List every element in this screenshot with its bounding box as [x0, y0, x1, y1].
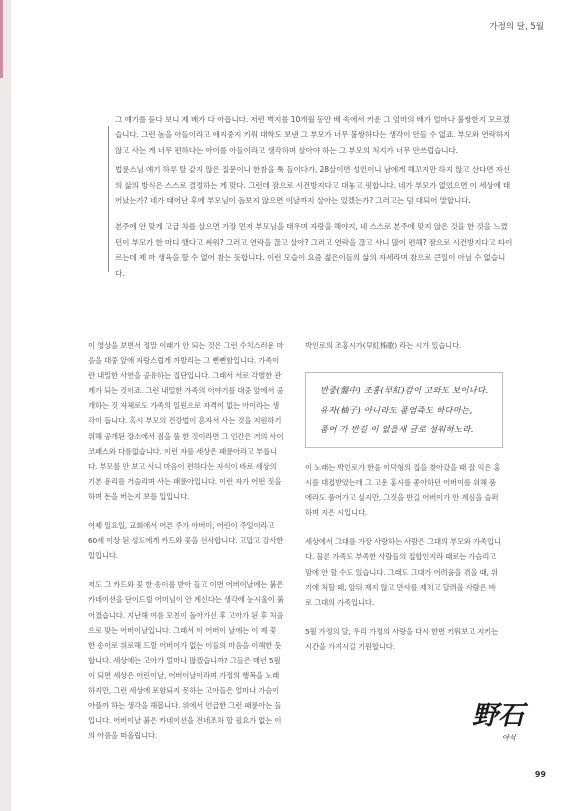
left-column — [88, 338, 284, 757]
signature-hanja: 野石 — [472, 701, 525, 731]
signature-hangul: 야석 — [502, 734, 516, 742]
page-number: 99 — [534, 770, 546, 779]
intro-paragraph-1: 그 얘기를 듣다 보니 제 배가 다 아픕니다. 저런 벽지를 10개월 동안 배 속에서 키운 그 엄마의 배가 얼마나 불쌍한지 모르겠습니다. 그런 놈을 아들이라고 애지중지 키워 대학도 보낸 그 부모가 너무 불쌍하다는 생각이 안들 수 없죠. 부모와 연락하지 않고 사는 게 너무 편하다는 아이를 아들이라고 생각하며 살아야 하는 그 부모의 처지가 너무 안쓰럽습니다. — [115, 115, 511, 155]
intro-paragraph-2: 법륜스님 얘기 하루 탈 같지 않은 질문이니 한참을 툭 들이다가, 28살이면 성인이니 남에게 해꼬지만 하지 않고 산다면 자신의 삶의 방식은 스스로 결정하는 게 맞다. 그런데 잠으로 시건방지다고 대놓고 핏합니다. 네가 부모가 없었으면 이 세상에 태어났는가? 네가 태어난 후에 부모님이 돌보지 않으면 이날까지 살아는 있겠는가? 그러고는 덤 대되어 말합니다. — [115, 165, 511, 206]
intro-vertical-rule — [108, 126, 109, 272]
poem-text — [320, 381, 492, 440]
right-paragraph-1: 박인로의 조홍시가(早紅柹歌) 라는 시가 있습니다. — [305, 341, 462, 350]
page-edge-strip — [0, 0, 11, 811]
right-column-bottom — [305, 460, 501, 668]
left-paragraph-1: 이 영상을 보면서 정말 이래가 안 되는 것은 그런 수치스러운 마음을 대중 앞에 자랑스럽게 까발리는 그 뻔뻔함입니다. 가족이란 내밀한 사연을 공유하는 집단입니다. 그래서 서로 각별한 관계가 되는 것이죠. 그런 내밀한 가족의 이야기를 대중 앞에서 공개하는 것 자체로도 가족의 일원으로 자격이 없는 아이라는 생각이 듭니다. 혹시 부모의 건강법이 혼자서 사는 것을 지원하기 위해 공개된 장소에서 짐을 풀 한 것이라면 그 인간은 거의 사이코패스와 다름없습니다. 이런 자를 세상은 패륜아라고 부릅니다. 부모를 안 보고 사니 마음이 편하다는 자식이 바로 세상의 기본 윤리를 거슬리며 사는 패륜아입니다. 이런 자가 어떤 짓을 하며 돈을 버는지 보를 입입니다. — [88, 341, 284, 501]
author-signature — [470, 696, 530, 744]
intro-paragraph-3: 본주에 안 맞게 고급 차를 살으면 가장 먼저 부모님을 태우며 자랑을 해야지, 네 스스로 본주에 맞지 않은 것을 한 것을 느꼈던이 부모가 한 마디 했다고 싸워? 그러고 연락을 끊고 살아? 그러고 연락을 끊고 사니 많이 편해? 잠으로 시건방지다고 타이르는데 제 마 생육을 할 수 없어 참는 듯합니다. 이런 모습이 요즘 젊은이들의 삶의 자세라며 참으로 큰일이 아닐 수 없습니다. — [115, 222, 513, 278]
right-paragraph-4: 5월 가정의 달, 우리 가정의 사랑을 다시 한번 키워보고 지키는 시간을 가지시길 기원합니다. — [305, 626, 499, 651]
right-paragraph-2: 이 노래는 박인로가 한음 이덕형의 집을 찾아갔을 때 잘 익은 홍시를 대접받았는데 그 고운 홍시를 좋아하던 어버이를 위해 품에라도 품어가고 싶지만, 그것을 반길 어버이가 안 계심을 슬퍼하며 지은 시입니다. — [305, 463, 501, 518]
poem-line-3: 품어 가 반길 이 없을새 글로 설워하노라. — [320, 424, 474, 434]
running-head: 가정의 달, 5월 — [489, 22, 544, 32]
left-paragraph-2: 어제 일요일, 교회에서 어른 주가 아버이, 어린이 주일이라고 60세 이상 된 성도에게 카드와 꽃을 선사합니다. 고맙고 감사한 일입니다. — [88, 521, 284, 561]
right-paragraph-3: 세상에서 그대를 가장 사랑하는 사람은 그대의 부모와 가족입니다. 물론 가족도 부족한 사람들의 집합인지라 때로는 가슴리고 맘에 안 할 수도 있습니다. 그래도 그대가 어려움을 겪을 때, 위기에 처할 때, 앞뒤 재지 않고 만사를 제치고 달려올 사람은 바로 그대의 가족입니다. — [305, 537, 501, 607]
right-column-top — [305, 338, 501, 367]
poem-line-1: 반중(盤中) 조홍(早紅)감이 고와도 보이나다. — [320, 385, 489, 395]
page-edge-accent — [0, 0, 3, 78]
left-paragraph-3: 저도 그 카드와 꽃 한 송이를 받아 들고 이번 어버이날에는 붉은 카네이션을 단이드릴 어머님이 안 계신다는 생각에 눈시울이 붉어졌습니다. 지난해 여름 모친이 돌아가신 후 고아가 된 후 처음으로 맞는 어버이날입니다. 그래서 이 어버이 날에는 이 제 꽃 한 송이로 위로해 드릴 어버이가 없는 이들의 마음을 이해한 듯합니다. 세상에는 고아가 얼마나 많겠습니까? 그들은 매년 5월이 되면 세상은 어린이날, 어버이날이라며 가정의 행복을 노래하지만, 그런 세상에 포함되지 못하는 고아들은 얼마나 가슴이 아플까 하는 생각을 해봅니다. 위에서 언급한 그런 패륜아는 들입니다. 어버이날 붉은 카네이션을 전네조차 할 필요가 없는 이의 아픔을 떠올립니다. — [88, 580, 284, 741]
intro-block — [115, 112, 513, 285]
poem-line-2: 유자(柚子) 아니라도 품엄즉도 하다마는, — [320, 404, 473, 415]
